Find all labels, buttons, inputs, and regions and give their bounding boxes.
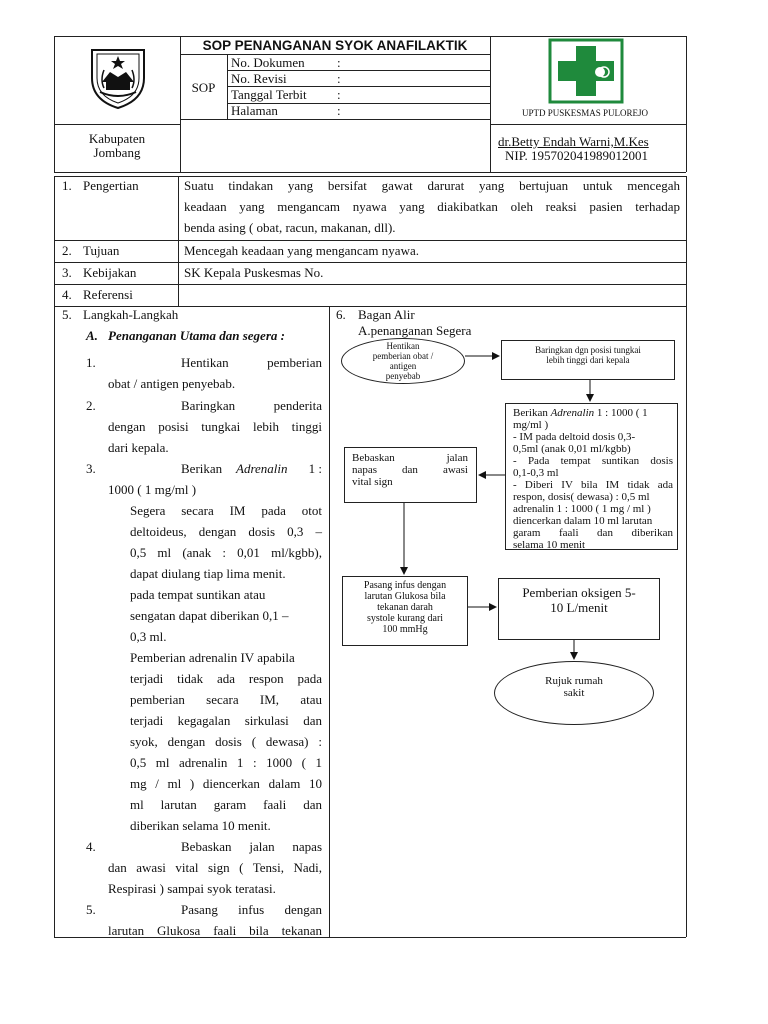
flow-node-text: - IM pada deltoid dosis 0,3- [513,431,636,443]
field-label-no-dokumen: No. Dokumen [231,55,305,70]
pengertian-line: Suatu tindakan yang bersifat gawat darurat yang bertujuan untuk mencegah [184,178,680,193]
step-text: Pasang infus dengan [181,902,322,917]
step3-sub-line: 0,3 ml. [130,629,167,644]
section-no: 2. [62,243,72,258]
step3-sub-line: pada tempat suntikan atau [130,587,266,602]
flow-node-text: systole kurang dari [366,613,444,624]
flow-node-text: larutan Glukosa bila [364,591,446,602]
pengertian-line: benda asing ( obat, racun, makanan, dll). [184,220,396,235]
step3-sub-line: 0,5 ml (anak : 0,01 ml/kgbb), [130,545,322,560]
kebijakan-text: SK Kepala Puskesmas No. [184,265,324,280]
step3-sub-line: Pemberian adrenalin IV apabila [130,650,295,665]
flow-node-text: Baringkan dgn posisi tungkai [535,345,641,355]
flow-node-text: 0,1-0,3 ml [513,467,559,479]
flow-node-text: Hentikan [386,341,420,351]
flow-node-text: vital sign [352,476,393,488]
flow-node-text: Adrenalin [550,407,595,419]
section-no: 6. [336,307,346,322]
step-no: 4. [86,839,96,854]
field-label-halaman: Halaman [231,103,278,118]
flow-node-text: - Pada tempat suntikan dosis [513,455,673,467]
step-text: 1000 ( 1 mg/ml ) [108,482,197,497]
sop-label: SOP [191,80,216,95]
section-no: 3. [62,265,72,280]
field-sep: : [337,103,341,118]
flow-node-text: adrenalin 1 : 1000 ( 1 mg / ml ) [513,503,651,515]
step-text: dan awasi vital sign ( Tensi, Nadi, [108,860,322,875]
step-text: dengan posisi tungkai lebih tinggi [108,419,322,434]
step3-sub-line: pemberian secara IM, atau [130,692,322,707]
flow-node-text: Berikan [513,407,551,419]
step3-sub-line: terjadi tidak ada respon pada [130,671,322,686]
step-text: dari kepala. [108,440,169,455]
flow-node-text: napas dan awasi [352,464,468,476]
regency-label: Kabupaten [88,131,146,146]
step3-sub-line: 0,5 ml adrenalin 1 : 1000 ( 1 [130,755,322,770]
field-label-tanggal-terbit: Tanggal Terbit [231,87,307,102]
field-sep: : [337,87,341,102]
step-text: 1 : [308,461,322,476]
section-no: 4. [62,287,72,302]
flow-node-text: lebih tinggi dari kepala [546,355,630,365]
step-no: 3. [86,461,96,476]
step3-sub-line: dapat diulang tiap lima menit. [130,566,286,581]
field-sep: : [337,71,341,86]
flow-node-text: 1 : 1000 ( 1 [594,407,648,419]
field-sep: : [337,55,341,70]
step-text: Baringkan [181,398,236,413]
step-no: 1. [86,355,96,370]
flow-label: Bagan Alir [358,307,415,322]
steps-subheading: Penanganan Utama dan segera : [108,328,285,343]
flow-node-text: 10 L/menit [550,600,608,615]
step-text: Adrenalin [236,461,288,476]
flow-node-text: selama 10 menit [513,539,586,551]
section-label-kebijakan: Kebijakan [83,265,137,280]
flow-node-text: penyebab [385,371,421,381]
step3-sub-line: Segera secara IM pada otot [130,503,322,518]
step3-sub-line: terjadi kegagalan sirkulasi dan [130,713,322,728]
step-text: larutan Glukosa faali bila tekanan [108,923,322,938]
step3-sub-line: sengatan dapat diberikan 0,1 – [130,608,289,623]
section-label-referensi: Referensi [83,287,133,302]
step3-sub-line: diberikan selama 10 menit. [130,818,271,833]
flow-subtitle: A.penanganan Segera [358,323,472,338]
flow-node-text: garam faali dan diberikan [513,527,673,539]
step3-sub-line: deltoideus, dengan dosis 0,3 – [130,524,322,539]
section-no: 5. [62,307,72,322]
flow-node-text: Rujuk rumah [545,675,603,687]
step3-sub-line: syok, dengan dosis ( dewasa) : [130,734,322,749]
flow-node-text: tekanan darah [377,602,433,613]
step3-sub-line: mg / ml ) diencerkan dalam 10 [130,776,322,791]
flow-node-text: respon, dosis( dewasa) : 0,5 ml [513,491,650,503]
step-no: 2. [86,398,96,413]
step-text: penderita [273,398,322,413]
flow-node-text: 0,5ml (anak 0,01 ml/kgbb) [513,443,631,455]
steps-label: Langkah-Langkah [83,307,179,322]
flow-node-text: mg/ml ) [513,419,549,431]
puskesmas-name: UPTD PUSKESMAS PULOREJO [521,108,649,118]
step-no: 5. [86,902,96,917]
flow-node-text: - Diberi IV bila IM tidak ada [513,479,673,491]
signer-name: dr.Betty Endah Warni,M.Kes [498,134,649,149]
flow-node-text: Pemberian oksigen 5- [522,585,636,600]
steps-subheading-letter: A. [86,328,98,343]
tujuan-text: Mencegah keadaan yang mengancam nyawa. [184,243,419,258]
section-label-pengertian: Pengertian [83,178,139,193]
step-text: pemberian [267,355,322,370]
step-text: Respirasi ) sampai syok teratasi. [108,881,276,896]
pengertian-line: keadaan yang mengancam nyawa yang diakibatkan oleh reaksi pasien terhadap [184,199,680,214]
step-text: Hentikan [181,355,229,370]
step-text: Berikan [181,461,223,476]
section-no: 1. [62,178,72,193]
section-label-tujuan: Tujuan [83,243,120,258]
flow-node-text: Pasang infus dengan [363,580,447,591]
signer-nip: NIP. 195702041989012001 [505,148,649,163]
flow-node-text: 100 mmHg [382,624,428,635]
flow-node-text: antigen [389,361,417,371]
flow-node-text: sakit [563,687,585,699]
flow-node-text: Bebaskan jalan [352,452,468,464]
regency-name: Jombang [93,145,141,160]
document-title: SOP PENANGANAN SYOK ANAFILAKTIK [202,38,468,53]
flow-node-text: diencerkan dalam 10 ml larutan [513,515,653,527]
step-text: obat / antigen penyebab. [108,376,236,391]
field-label-no-revisi: No. Revisi [231,71,287,86]
step3-sub-line: ml larutan garam faali dan [130,797,322,812]
step-text: Bebaskan jalan napas [181,839,322,854]
flow-node-text: pemberian obat / [372,351,434,361]
